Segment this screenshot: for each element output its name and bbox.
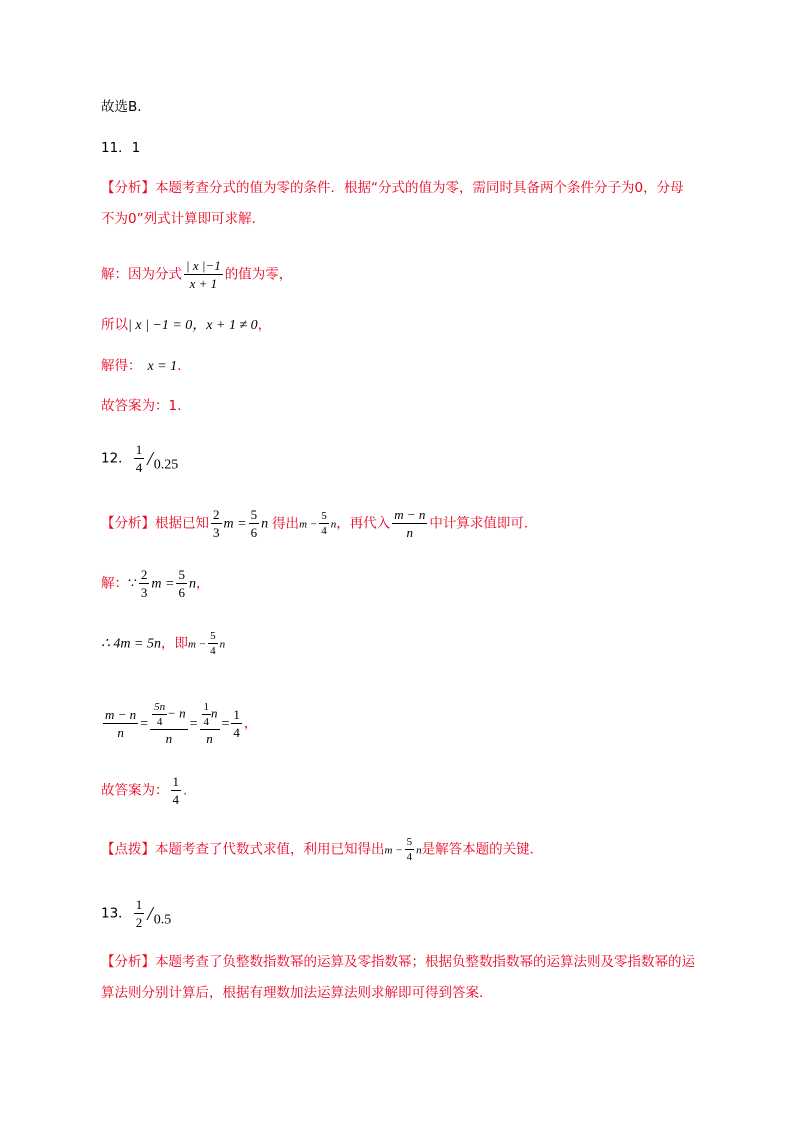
q12-a-text-3: ，再代入 — [336, 515, 391, 532]
q12-answer-prefix: 故答案为： — [101, 782, 169, 799]
q11-solve-math: x = 1 — [147, 359, 178, 374]
q12-answer-fraction — [134, 442, 145, 475]
q13-answer-line — [101, 897, 171, 931]
q12-eq-frac-1 — [103, 707, 138, 740]
q12-frac-den: 4 — [135, 460, 143, 475]
comma: ， — [243, 715, 258, 732]
q11-answer-line — [101, 138, 140, 158]
frac-den: 4 — [406, 851, 413, 863]
q12-a-m: m = — [223, 516, 247, 532]
q12-a-mm: m − — [299, 518, 318, 531]
q12-ji-mm: m − — [187, 638, 207, 651]
q11-frac-den: x + 1 — [189, 276, 218, 291]
because-symbol: ∵ — [128, 576, 137, 592]
q12-sol-frac-2 — [176, 567, 187, 600]
frac-num: 5 — [178, 567, 185, 582]
q12-ji: ，即 — [160, 635, 188, 652]
frac-num: 2 — [140, 567, 148, 582]
q11-solve-suffix: . — [177, 358, 182, 374]
frac-num: 5 — [321, 510, 327, 522]
frac-num-compound — [150, 701, 188, 730]
q12-a-n: n — [261, 516, 269, 532]
analysis-tag: 【分析】 — [101, 954, 155, 970]
frac-den: n — [165, 731, 173, 746]
analysis-tag: 【分析】 — [101, 515, 155, 532]
conclusion-line — [101, 97, 142, 117]
frac-den: n — [117, 725, 124, 740]
frac-den: 6 — [250, 525, 258, 540]
q12-ji-frac — [208, 630, 218, 657]
q12-alt-answer: 0.25 — [153, 457, 179, 473]
q12-final-answer-line — [101, 774, 187, 807]
frac-num-tail: n — [211, 705, 218, 721]
q12-eq-frac-4 — [231, 707, 242, 740]
q11-fraction — [184, 258, 223, 291]
q13-analysis-text-2: 算法则分别计算后，根据有理数加法运算法则求解即可得到答案． — [101, 985, 493, 1001]
q13-analysis-line-2 — [101, 983, 493, 1003]
frac-den: 4 — [156, 716, 163, 728]
q13-answer-fraction — [134, 897, 145, 930]
frac-num: 5n — [154, 701, 166, 713]
q12-sol-n: n — [188, 576, 196, 592]
q11-solve-line — [101, 356, 181, 377]
q12-frac-num: 1 — [135, 442, 143, 457]
tip-tag: 【点拨】 — [101, 841, 155, 858]
q12-sol-frac-1 — [139, 567, 150, 600]
q12-a-frac-4 — [392, 507, 427, 540]
q12-answer-line — [101, 442, 178, 476]
frac-den: 4 — [210, 645, 216, 657]
q11-frac-num: | x |−1 — [186, 258, 221, 273]
q12-ji-n: n — [219, 638, 226, 651]
q13-alt-answer: 0.5 — [153, 912, 172, 928]
conclusion-text: 故选B. — [101, 99, 142, 115]
q13-analysis-text-1: 本题考查了负整数指数幂的运算及零指数幂；根据负整数指数幂的运算法则及零指数幂的运 — [155, 954, 695, 970]
q12-sol-prefix: 解： — [101, 575, 128, 592]
equals-sign: = — [140, 716, 149, 732]
q11-so-suffix: ， — [257, 317, 272, 333]
q11-solve-prefix: 解得： — [101, 358, 142, 374]
comma: ， — [195, 575, 210, 592]
q12-tip-mm: m − — [384, 844, 403, 857]
q11-so-math: | x | −1 = 0，x + 1 ≠ 0 — [128, 318, 258, 333]
q12-answer-suffix: . — [183, 782, 188, 799]
q11-sol-suffix: 的值为零， — [224, 266, 293, 283]
inner-frac — [152, 701, 167, 728]
q12-analysis-line — [101, 507, 537, 540]
frac-den: 4 — [172, 792, 179, 807]
q12-sol-m: m = — [151, 576, 175, 592]
frac-den: 6 — [178, 585, 185, 600]
q11-analysis-text-2: 不为0”列式计算即可求解． — [101, 211, 266, 227]
slash-separator: / — [147, 447, 153, 470]
frac-num: 2 — [213, 507, 220, 522]
q12-a-frac-1 — [211, 507, 222, 540]
frac-den: 3 — [213, 525, 220, 540]
frac-num: 5 — [210, 630, 216, 642]
q11-final-answer-line — [101, 396, 181, 416]
frac-den: n — [406, 525, 414, 540]
q12-therefore-line — [101, 630, 225, 657]
inner-frac — [202, 701, 212, 728]
analysis-tag: 【分析】 — [101, 180, 155, 196]
q12-a-frac-3 — [319, 510, 329, 537]
q13-analysis-line-1 — [101, 952, 695, 972]
q11-therefore-line — [101, 315, 271, 336]
q12-equation-line — [101, 701, 257, 746]
q11-analysis-line-2 — [101, 209, 265, 229]
q12-tip-text-2: 是解答本题的关键． — [421, 841, 544, 858]
equals-sign: = — [189, 716, 198, 732]
q11-solution-line — [101, 258, 292, 291]
q12-a-text-4: 中计算求值即可． — [429, 515, 538, 532]
equals-sign: = — [221, 716, 230, 732]
q11-answer: 11．1 — [101, 140, 141, 156]
frac-num-compound — [200, 701, 220, 730]
q12-number: 12． — [101, 450, 132, 467]
frac-num: 1 — [135, 897, 143, 912]
q11-sol-prefix: 解：因为分式 — [101, 266, 182, 283]
frac-num: 1 — [233, 707, 240, 722]
frac-num-tail: − n — [167, 705, 186, 721]
frac-den: 4 — [203, 716, 210, 728]
frac-den: 3 — [140, 585, 148, 600]
frac-den: 4 — [321, 525, 327, 537]
q12-a-text-2: 得出 — [272, 515, 300, 532]
q12-tip-n: n — [416, 844, 422, 857]
q13-number: 13． — [101, 905, 132, 922]
q12-a-n-2: n — [330, 518, 337, 531]
q12-a-frac-2 — [249, 507, 260, 540]
frac-num: 1 — [172, 774, 179, 789]
frac-den: 4 — [233, 725, 240, 740]
frac-num: 1 — [203, 701, 210, 713]
q12-solution-line — [101, 567, 209, 600]
frac-num: m − n — [105, 707, 137, 722]
frac-num: 5 — [250, 507, 258, 522]
frac-den: n — [206, 731, 213, 746]
frac-num: 5 — [406, 836, 413, 848]
q12-tip-line — [101, 836, 543, 863]
slash-separator: / — [147, 902, 153, 925]
frac-num: m − n — [394, 507, 426, 522]
q11-analysis-line-1 — [101, 178, 684, 198]
q12-therefore-math: ∴ 4m = 5n — [101, 636, 161, 652]
q11-analysis-text-1: 本题考查分式的值为零的条件．根据“分式的值为零，需同时具备两个条件分子为0，分母 — [155, 180, 684, 196]
q12-tip-text-1: 本题考查了代数式求值，利用已知得出 — [155, 841, 385, 858]
q12-eq-frac-2 — [150, 701, 188, 746]
frac-den: 2 — [135, 915, 143, 930]
q12-answer-fraction — [171, 774, 182, 807]
q11-final-answer: 故答案为：1. — [101, 398, 182, 414]
q11-so-prefix: 所以 — [101, 317, 128, 333]
q12-tip-frac — [405, 836, 415, 863]
q12-eq-frac-3 — [200, 701, 220, 746]
q12-a-text-1: 根据已知 — [155, 515, 209, 532]
